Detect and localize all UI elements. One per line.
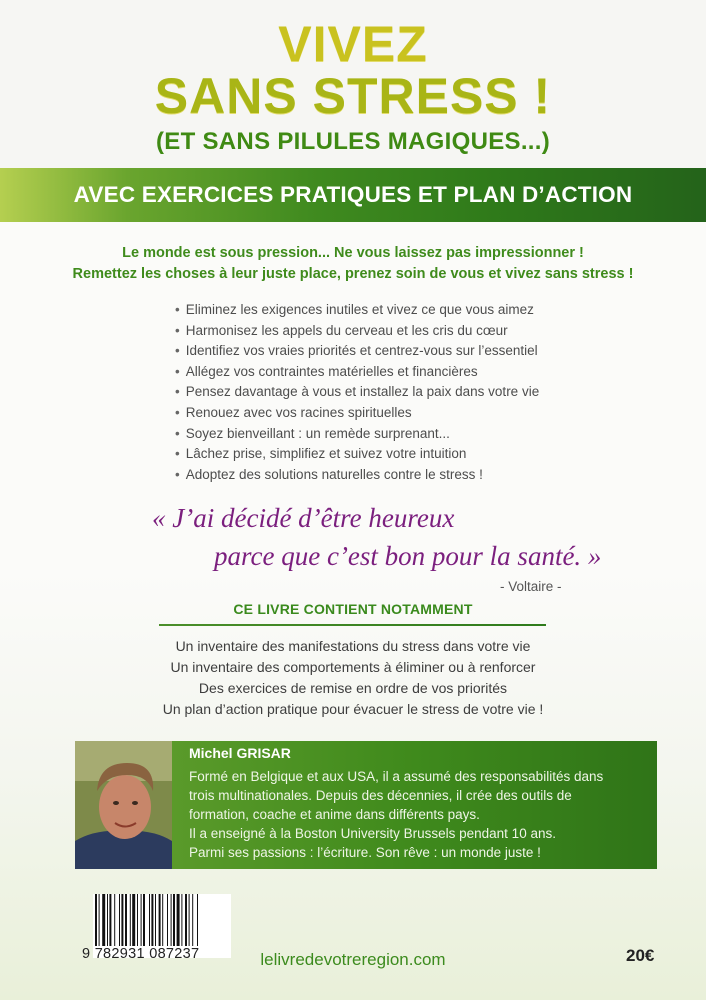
barcode-bar [155, 894, 156, 946]
price: 20€ [626, 946, 655, 965]
barcode-bar [159, 894, 161, 946]
website: lelivredevotreregion.com [260, 950, 446, 969]
subtitle: (ET SANS PILULES MAGIQUES...) [155, 128, 551, 155]
barcode-bar [132, 894, 135, 946]
list-item: • Lâchez prise, simplifiez et suivez votre intuition [175, 444, 675, 465]
barcode-bar [137, 894, 138, 946]
list-item: • Allégez vos contraintes matérielles et financières [175, 362, 675, 383]
benefit-list [175, 300, 675, 485]
banner-text: AVEC EXERCICES PRATIQUES ET PLAN D’ACTION [73, 182, 633, 207]
contents-item: Un plan d’action pratique pour évacuer le stress de votre vie ! [162, 701, 544, 717]
barcode-bar [107, 894, 108, 946]
bio-line: formation, coache et anime dans différents pays. [189, 807, 480, 822]
contents-item: Un inventaire des comportements à éliminer ou à renforcer [170, 659, 536, 675]
barcode-bar [125, 894, 127, 946]
contents-list [0, 636, 706, 720]
barcode-bar [185, 894, 187, 946]
barcode-bar [197, 894, 198, 946]
contents-divider [159, 624, 546, 626]
barcode-bar [114, 894, 115, 946]
intro-text [0, 243, 706, 285]
author-name: Michel GRISAR [189, 745, 291, 761]
barcode-bar [141, 894, 142, 946]
barcode-bar [119, 894, 120, 946]
barcode-bar [149, 894, 150, 946]
list-item: • Pensez davantage à vous et installez la paix dans votre vie [175, 382, 675, 403]
bio-line: Formé en Belgique et aux USA, il a assumé des responsabilités dans [189, 769, 604, 784]
barcode-bar [162, 894, 163, 946]
barcode-bar [102, 894, 105, 946]
barcode-bar [99, 894, 100, 946]
intro-line: Le monde est sous pression... Ne vous laissez pas impressionner ! [122, 245, 584, 261]
barcode-bar [167, 894, 168, 946]
barcode-bar [192, 894, 193, 946]
list-item: • Identifiez vos vraies priorités et centrez-vous sur l’essentiel [175, 341, 675, 362]
contents-heading: CE LIVRE CONTIENT NOTAMMENT [233, 601, 473, 617]
barcode-icon [93, 894, 231, 946]
title-line-2: SANS STRESS ! [154, 68, 552, 124]
green-banner [0, 168, 706, 222]
barcode-bar [177, 894, 180, 946]
barcode-bar [181, 894, 182, 946]
barcode-bar [143, 894, 145, 946]
barcode-bar [130, 894, 131, 946]
title-block [0, 18, 706, 156]
contents-item: Un inventaire des manifestations du stress dans votre vie [175, 638, 531, 654]
list-item: • Eliminez les exigences inutiles et vivez ce que vous aimez [175, 300, 675, 321]
title-line-1: VIVEZ [278, 16, 428, 72]
barcode-number: 9 782931 087237 [82, 946, 200, 962]
bio-line: Il a enseigné à la Boston University Brussels pendant 10 ans. [189, 826, 556, 841]
contents-item: Des exercices de remise en ordre de vos priorités [198, 680, 508, 696]
author-bio [189, 767, 649, 862]
quote-author: - Voltaire - [500, 579, 562, 594]
intro-line: Remettez les choses à leur juste place, prenez soin de vous et vivez sans stress ! [72, 266, 634, 282]
barcode-bar [151, 894, 153, 946]
barcode-bar [95, 894, 97, 946]
barcode-bar [109, 894, 111, 946]
quote-line-2: parce que c’est bon pour la santé. » [214, 541, 602, 571]
barcode-bar [171, 894, 172, 946]
author-portrait-icon [75, 741, 172, 869]
author-photo [75, 741, 172, 869]
list-item: • Harmonisez les appels du cerveau et les cris du cœur [175, 321, 675, 342]
barcode-bar [173, 894, 175, 946]
bio-line: trois multinationales. Depuis des décennies, il crée des outils de [189, 788, 572, 803]
list-item: • Soyez bienveillant : un remède surprenant... [175, 424, 675, 445]
barcode-bar [121, 894, 123, 946]
quote-line-1: « J’ai décidé d’être heureux [152, 503, 455, 533]
barcode-bar [189, 894, 190, 946]
list-item: • Renouez avec vos racines spirituelles [175, 403, 675, 424]
list-item: • Adoptez des solutions naturelles contre le stress ! [175, 465, 675, 486]
bio-line: Parmi ses passions : l’écriture. Son rêve : un monde juste ! [189, 845, 541, 860]
